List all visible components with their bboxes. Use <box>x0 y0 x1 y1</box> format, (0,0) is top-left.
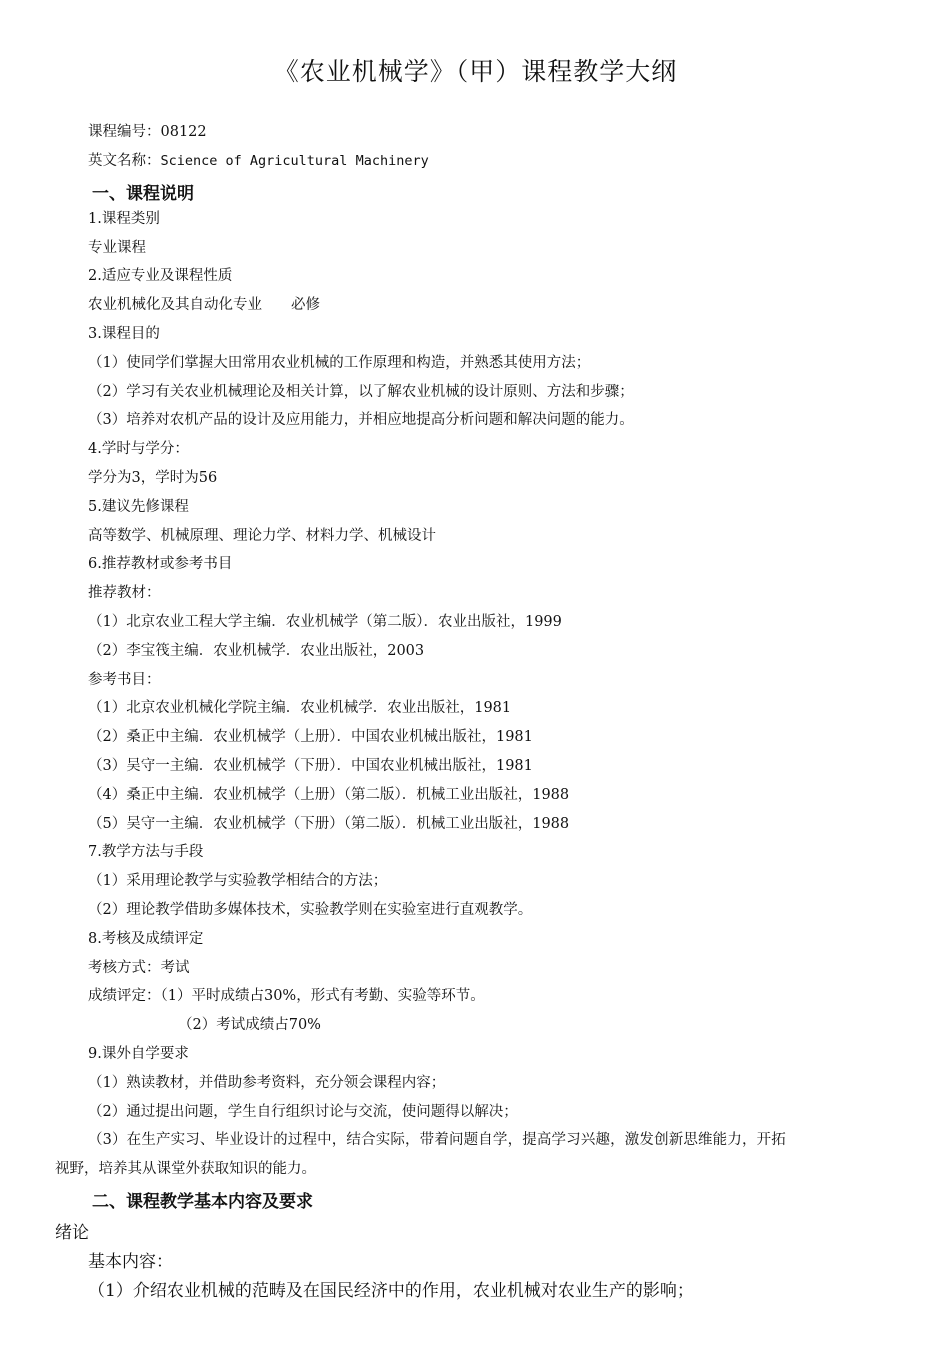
list-item: （2）李宝筏主编．农业机械学．农业出版社，2003 <box>88 643 425 659</box>
list-item: （1）北京农业工程大学主编．农业机械学（第二版）．农业出版社，1999 <box>88 614 562 630</box>
english-name-value: Science of Agricultural Machinery <box>160 153 429 169</box>
english-name-label: 英文名称： <box>88 153 161 169</box>
item-value: （2）考试成绩占70% <box>178 1017 321 1033</box>
list-item: （2）学习有关农业机械理论及相关计算，以了解农业机械的设计原则、方法和步骤； <box>88 384 634 400</box>
list-item: （2）桑正中主编．农业机械学（上册）．中国农业机械出版社，1981 <box>88 729 533 745</box>
list-item: （1）使同学们掌握大田常用农业机械的工作原理和构造，并熟悉其使用方法； <box>88 355 591 371</box>
list-item: （1）介绍农业机械的范畴及在国民经济中的作用，农业机械对农业生产的影响； <box>88 1281 694 1301</box>
list-item: （2）通过提出问题，学生自行组织讨论与交流，使问题得以解决； <box>88 1104 518 1120</box>
label: 参考书目： <box>88 672 161 688</box>
course-code: 课程编号：08122 <box>88 124 207 140</box>
english-name-line <box>88 151 429 171</box>
item-heading: 1.课程类别 <box>88 211 160 227</box>
item-value: 考核方式：考试 <box>88 960 190 976</box>
list-item: （5）吴守一主编．农业机械学（下册）（第二版）．机械工业出版社，1988 <box>88 816 570 832</box>
document-title: 《农业机械学》（甲）课程教学大纲 <box>273 57 678 86</box>
item-heading: 6.推荐教材或参考书目 <box>88 556 233 572</box>
label: 基本内容： <box>88 1252 173 1272</box>
list-item: （1）北京农业机械化学院主编．农业机械学．农业出版社，1981 <box>88 700 512 716</box>
item-value: 学分为3，学时为56 <box>88 470 218 486</box>
label: 推荐教材： <box>88 585 161 601</box>
item-value: 成绩评定：（1）平时成绩占30%，形式有考勤、实验等环节。 <box>88 988 485 1004</box>
item-heading: 9.课外自学要求 <box>88 1046 189 1062</box>
section-2-heading: 二、课程教学基本内容及要求 <box>92 1192 313 1212</box>
chapter-heading: 绪论 <box>55 1223 89 1243</box>
list-item: （1）熟读教材，并借助参考资料，充分领会课程内容； <box>88 1075 446 1091</box>
list-item: （1）采用理论教学与实验教学相结合的方法； <box>88 873 388 889</box>
item-value: 高等数学、机械原理、理论力学、材料力学、机械设计 <box>88 528 436 544</box>
section-1-heading: 一、课程说明 <box>92 184 194 204</box>
item-value: 农业机械化及其自动化专业 必修 <box>88 297 320 313</box>
item-heading: 4.学时与学分： <box>88 441 189 457</box>
list-item: （2）理论教学借助多媒体技术，实验教学则在实验室进行直观教学。 <box>88 902 533 918</box>
item-value: 专业课程 <box>88 240 146 256</box>
list-item: （3）在生产实习、毕业设计的过程中，结合实际，带着问题自学，提高学习兴趣，激发创新思维能力，开拓 <box>88 1132 786 1148</box>
item-heading: 7.教学方法与手段 <box>88 844 204 860</box>
list-item-continued: 视野，培养其从课堂外获取知识的能力。 <box>55 1161 316 1177</box>
item-heading: 8.考核及成绩评定 <box>88 931 204 947</box>
item-heading: 2.适应专业及课程性质 <box>88 268 233 284</box>
list-item: （3）培养对农机产品的设计及应用能力，并相应地提高分析问题和解决问题的能力。 <box>88 412 634 428</box>
list-item: （4）桑正中主编．农业机械学（上册）（第二版）．机械工业出版社，1988 <box>88 787 570 803</box>
item-heading: 3.课程目的 <box>88 326 160 342</box>
item-heading: 5.建议先修课程 <box>88 499 189 515</box>
list-item: （3）吴守一主编．农业机械学（下册）．中国农业机械出版社，1981 <box>88 758 533 774</box>
